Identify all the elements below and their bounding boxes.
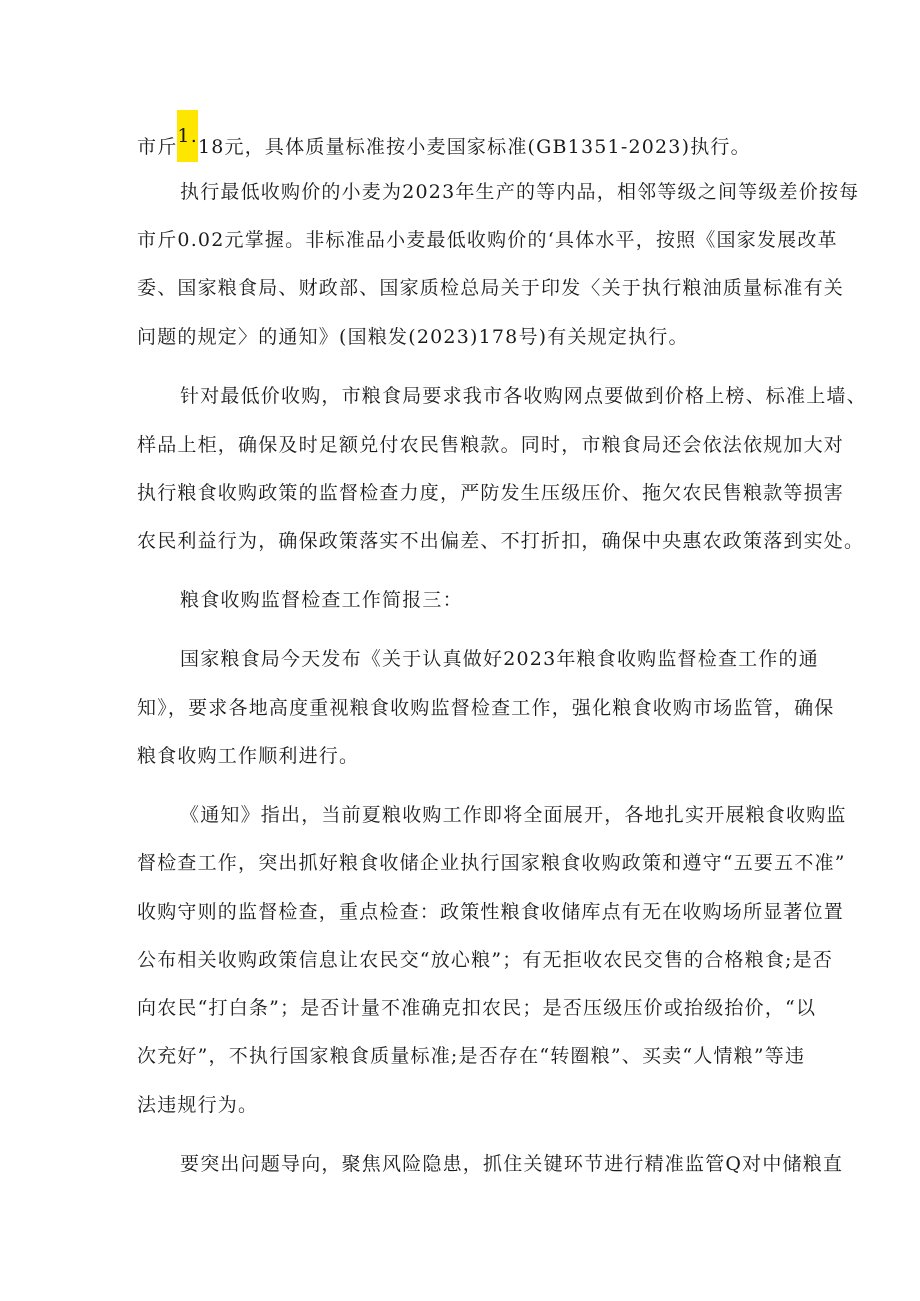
paragraph-first-line: 执行最低收购价的小麦为2023年生产的等内品，相邻等级之间等级差价按每	[180, 181, 860, 203]
text-line: 法违规行为。	[137, 1094, 259, 1116]
text-line: 农民利益行为，确保政策落实不出偏差、不打折扣，确保中央惠农政策落到实处。	[137, 530, 865, 552]
paragraph-first-line: 国家粮食局今天发布《关于认真做好2023年粮食收购监督检查工作的通	[180, 648, 819, 670]
text-line: 市斤0.02元掌握。非标准品小麦最低收购价的‘具体水平，按照《国家发展改革	[137, 229, 838, 251]
paragraph-first-line: 《通知》指出，当前夏粮收购工作即将全面展开，各地扎实开展粮食收购监	[180, 804, 847, 826]
text-line: 向农民“打白条”；是否计量不准确克扣农民；是否压级压价或抬级抬价，“以	[137, 997, 817, 1019]
text-line: 粮食收购工作顺利进行。	[137, 745, 360, 767]
text-line: 委、国家粮食局、财政部、国家质检总局关于印发〈关于执行粮油质量标准有关	[137, 277, 845, 299]
text-line	[137, 122, 751, 174]
text-line: 次充好”，不执行国家粮食质量标准;是否存在“转圈粮”、买卖“人情粮”等违	[137, 1045, 806, 1067]
text-segment: 18元，具体质量标准按小麦国家标准(GB1351-2023)执行。	[197, 136, 751, 158]
paragraph-first-line: 要突出问题导向，聚焦风险隐患，抓住关键环节进行精准监管Q对中储粮直	[180, 1153, 844, 1175]
paragraph-first-line: 针对最低价收购，市粮食局要求我市各收购网点要做到价格上榜、标准上墙、	[180, 385, 867, 407]
section-heading: 粮食收购监督检查工作简报三：	[180, 589, 463, 611]
text-line: 公布相关收购政策信息让农民交“放心粮”；有无拒收农民交售的合格粮食;是否	[137, 949, 834, 971]
text-segment: 市斤	[137, 136, 178, 158]
text-line: 督检查工作，突出抓好粮食收储企业执行国家粮食收购政策和遵守“五要五不准”	[137, 852, 846, 874]
text-line: 问题的规定〉的通知》(国粮发(2023)178号)有关规定执行。	[137, 326, 689, 348]
text-line: 执行粮食收购政策的监督检查力度，严防发生压级压价、拖欠农民售粮款等损害	[137, 482, 845, 504]
text-line: 样品上柜，确保及时足额兑付农民售粮款。同时，市粮食局还会依法依规加大对	[137, 434, 845, 456]
text-line: 收购守则的监督检查，重点检查：政策性粮食收储库点有无在收购场所显著位置	[137, 901, 845, 923]
text-line: 知》，要求各地高度重视粮食收购监督检查工作，强化粮食收购市场监管，确保	[137, 697, 835, 719]
highlighted-text: 1.	[177, 110, 198, 162]
